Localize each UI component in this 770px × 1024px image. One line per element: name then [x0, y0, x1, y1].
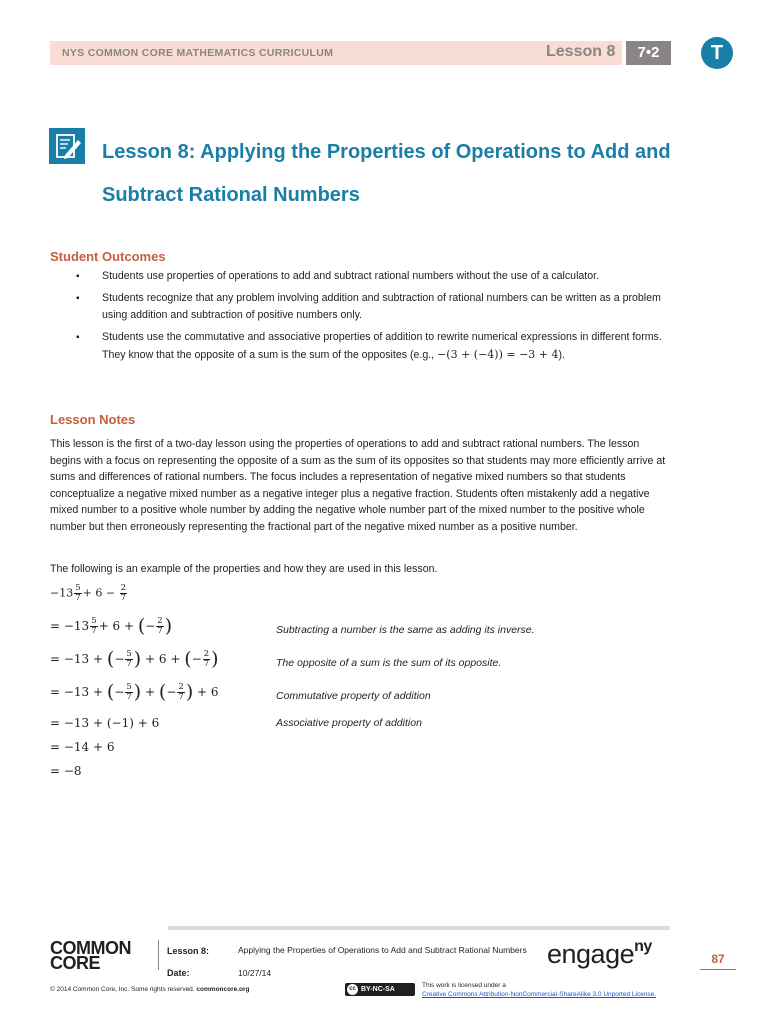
- outcomes-heading: Student Outcomes: [50, 249, 166, 264]
- reason-1: Subtracting a number is the same as adding its inverse.: [276, 624, 535, 636]
- license-text: This work is licensed under a: [422, 982, 506, 989]
- page-title: [102, 131, 702, 217]
- step-3: = −13 + (− $\frac{5}{7}$ ) + (− $\frac{2}{7}$ ) + 6: [50, 681, 219, 703]
- step-2: = −13 + (− $\frac{5}{7}$ ) + 6 + (− $\frac{2}{7}$ ): [50, 648, 219, 670]
- notes-heading: Lesson Notes: [50, 412, 136, 427]
- reason-3: Commutative property of addition: [276, 690, 431, 702]
- outcome-example-math: −(3 + (−4)) = −3 + 4: [437, 348, 559, 361]
- engageny-logo: engage$^{ny}$: [547, 938, 652, 969]
- curriculum-label: NYS COMMON CORE MATHEMATICS CURRICULUM: [62, 47, 334, 59]
- pencil-notebook-icon: [49, 128, 85, 164]
- title-line-2: Subtract Rational Numbers: [102, 184, 360, 206]
- notes-intro: The following is an example of the properties and how they are used in this lesson.: [50, 563, 438, 575]
- outcome-item: ▪ Students use properties of operations to add and subtract rational numbers without the use of a calculator.: [50, 268, 672, 285]
- reason-4: Associative property of addition: [276, 717, 422, 729]
- footer-lesson-value: Applying the Properties of Operations to Add and Subtract Rational Numbers: [238, 945, 527, 955]
- example-expression: −13 $\frac{5}{7}$ + 6 − $\frac{2}{7}$: [50, 583, 126, 603]
- outcome-item: ▪ Students use the commutative and associative properties of addition to rewrite numerical expressions in different forms. They know that the opposite of a sum is the sum of the opposites (e.g., −(3 + (−4)) = −3 + 4).: [50, 329, 672, 364]
- teacher-badge: T: [701, 37, 733, 69]
- copyright: © 2014 Common Core, Inc. Some rights reserved. commoncore.org: [50, 986, 250, 993]
- page-number: 87: [700, 952, 736, 970]
- reason-2: The opposite of a sum is the sum of its opposite.: [276, 657, 502, 669]
- footer-lesson-label: Lesson 8:: [167, 946, 210, 956]
- notes-paragraph: This lesson is the first of a two-day lesson using the properties of operations to add and subtract rational numbers. The lesson begins with a focus on representing the opposite of a sum as the sum of its opposites so that students may more efficiently arrive at sums and differences of rational numbers. The focus includes a representation of negative mixed numbers so that students conceptualize a negative mixed number as a negative integer plus a negative fraction. Students often mistakenly add a negative mixed number to a positive whole number by adding the negative whole number part of the mixed number to the positive whole number but then erroneously representing the fractional part of the negative mixed number as a positive number.: [50, 438, 666, 533]
- title-line-1: Lesson 8: Applying the Properties of Operations to Add and: [102, 141, 671, 163]
- lesson-label: Lesson 8: [546, 43, 616, 60]
- footer-divider: [158, 940, 159, 970]
- common-core-logo: COMMON CORE: [50, 938, 131, 973]
- footer-date-value: 10/27/14: [238, 968, 272, 978]
- cc-license-badge: cc BY-NC-SA: [345, 983, 415, 996]
- footer-rule: [168, 926, 670, 930]
- footer-date-label: Date:: [167, 968, 190, 978]
- step-1: = −13 $\frac{5}{7}$ + 6 + (− $\frac{2}{7}$ ): [50, 615, 173, 637]
- copyright-link[interactable]: commoncore.org: [196, 986, 250, 993]
- module-badge: 7•2: [626, 41, 671, 65]
- outcome-item: ▪ Students recognize that any problem involving addition and subtraction of rational numbers can be written as a problem using addition and subtraction of positive numbers only.: [50, 290, 672, 324]
- step-4: = −13 + (−1) + 6: [50, 716, 160, 730]
- step-5: = −14 + 6: [50, 740, 115, 754]
- outcomes-list: [50, 268, 672, 369]
- step-6: = −8: [50, 764, 82, 778]
- license-link[interactable]: Creative Commons Attribution-NonCommercial-ShareAlike 3.0 Unported License.: [422, 991, 657, 998]
